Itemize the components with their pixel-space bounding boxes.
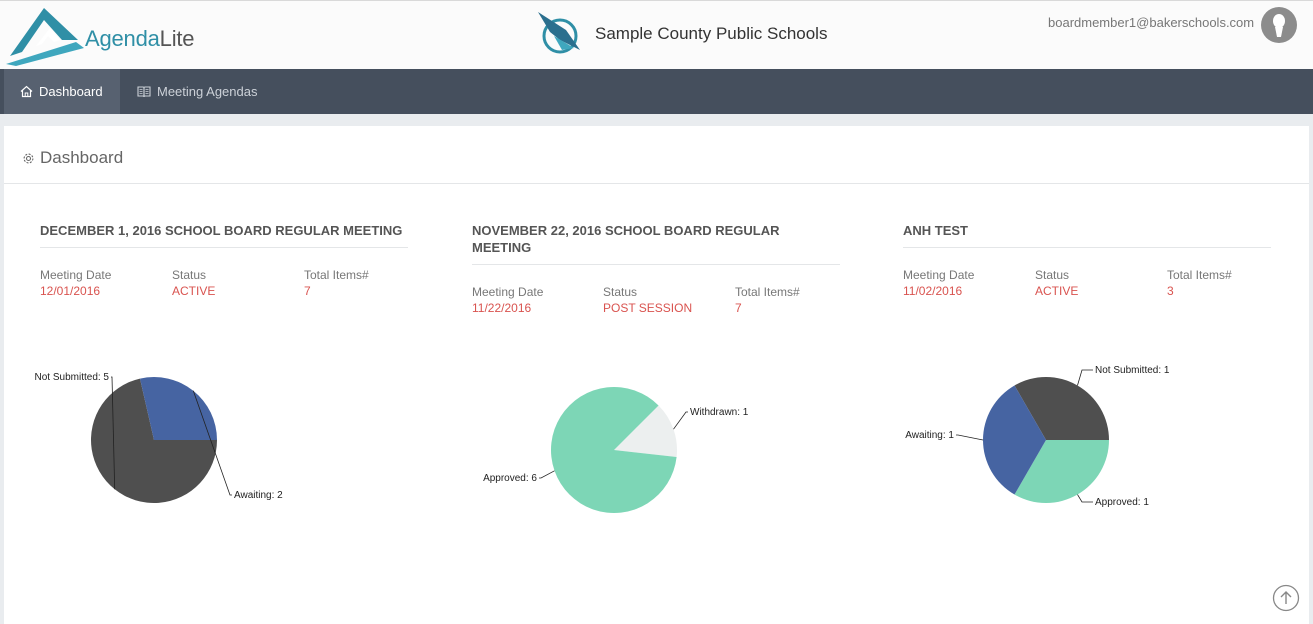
meeting-status-col — [172, 268, 215, 299]
panel-header — [4, 126, 1309, 184]
logo-text-secondary: Lite — [159, 26, 195, 51]
meeting-card — [903, 222, 1271, 302]
pie-label: Withdrawn: 1 — [690, 407, 749, 418]
meeting-status-col — [1035, 268, 1078, 299]
pie-chart-1 — [30, 356, 330, 526]
meeting-date-label: Meeting Date — [40, 268, 112, 282]
pie-chart-3 — [894, 356, 1174, 526]
meeting-items-label: Total Items# — [1167, 268, 1232, 282]
meeting-items-value: 7 — [735, 301, 742, 315]
pie-label: Not Submitted: 1 — [1095, 365, 1170, 376]
meeting-status-label: Status — [603, 285, 638, 299]
pie-label-leader — [1078, 495, 1094, 502]
logo-text-primary: Agenda — [85, 26, 160, 51]
main-nav — [0, 69, 1313, 114]
pie-label-leader — [1078, 370, 1094, 385]
meeting-card — [472, 222, 840, 319]
user-email[interactable]: boardmember1@bakerschools.com — [1048, 15, 1255, 30]
agendalite-logo[interactable] — [6, 6, 206, 66]
pie-label: Approved: 1 — [1095, 497, 1149, 508]
school-name: Sample County Public Schools — [595, 24, 828, 43]
logo-mark-icon — [6, 6, 86, 66]
meeting-title[interactable]: ANH TEST — [903, 222, 1271, 248]
pie-label: Approved: 6 — [483, 473, 537, 484]
meeting-title[interactable]: DECEMBER 1, 2016 SCHOOL BOARD REGULAR MEETING — [40, 222, 408, 248]
meeting-date-label: Meeting Date — [472, 285, 544, 299]
meeting-date-col — [903, 268, 974, 299]
meeting-date-value: 11/02/2016 — [903, 284, 963, 298]
meeting-date-col — [472, 285, 543, 316]
gear-icon — [22, 152, 35, 165]
nav-meeting-agendas-label: Meeting Agendas — [157, 84, 258, 99]
pie-label: Awaiting: 1 — [905, 430, 954, 441]
meeting-info — [903, 268, 1271, 302]
avatar-silhouette-icon — [1261, 7, 1297, 43]
meeting-date-value: 11/22/2016 — [472, 301, 532, 315]
logo-text — [85, 26, 194, 52]
pie-label: Not Submitted: 5 — [34, 372, 109, 383]
meeting-items-col — [735, 285, 800, 316]
pie-label: Awaiting: 2 — [234, 490, 283, 501]
pie-chart-2 — [462, 366, 782, 536]
meeting-status-label: Status — [1035, 268, 1070, 282]
meeting-info — [40, 268, 408, 302]
meeting-status-label: Status — [172, 268, 207, 282]
scroll-to-top-button[interactable] — [1272, 584, 1300, 612]
nav-dashboard-tab[interactable] — [4, 69, 120, 114]
nav-dashboard-label: Dashboard — [39, 84, 103, 99]
meeting-info — [472, 285, 840, 319]
home-icon — [20, 85, 33, 98]
meeting-status-col — [603, 285, 692, 316]
meeting-items-label: Total Items# — [304, 268, 369, 282]
meeting-items-col — [304, 268, 369, 299]
meeting-card — [40, 222, 408, 302]
meeting-items-label: Total Items# — [735, 285, 800, 299]
meeting-items-value: 7 — [304, 284, 311, 298]
book-icon — [137, 85, 151, 98]
meeting-items-col — [1167, 268, 1232, 299]
meeting-date-label: Meeting Date — [903, 268, 975, 282]
pie-label-leader — [674, 412, 689, 429]
meeting-status-value: POST SESSION — [603, 301, 693, 315]
meeting-title[interactable]: NOVEMBER 22, 2016 SCHOOL BOARD REGULAR MEETING — [472, 222, 840, 265]
meeting-date-col — [40, 268, 111, 299]
nav-meeting-agendas-tab[interactable] — [121, 69, 273, 114]
app-header — [0, 0, 1313, 69]
meeting-date-value: 12/01/2016 — [40, 284, 101, 298]
user-avatar[interactable] — [1261, 7, 1297, 43]
dashboard-panel — [4, 126, 1309, 624]
meeting-items-value: 3 — [1167, 284, 1174, 298]
school-emblem-icon — [536, 10, 582, 54]
page-title: Dashboard — [40, 148, 124, 167]
pie-label-leader — [956, 435, 983, 440]
meeting-status-value: ACTIVE — [172, 284, 216, 298]
meeting-status-value: ACTIVE — [1035, 284, 1079, 298]
pie-label-leader — [539, 471, 555, 478]
